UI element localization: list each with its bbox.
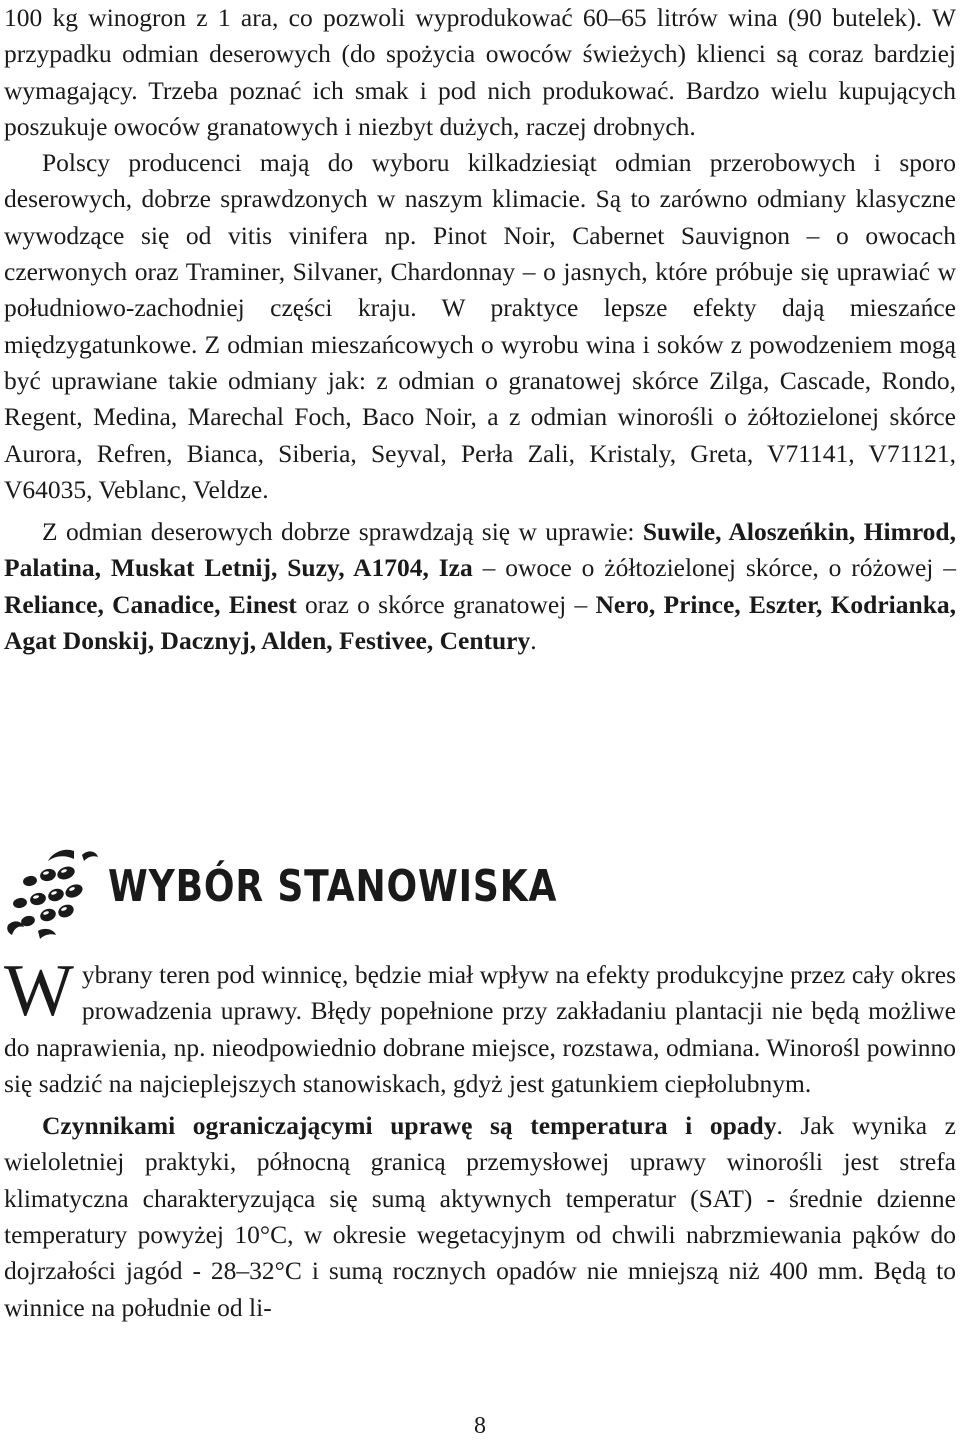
paragraph-limiting-factors [4,1108,956,1326]
dessert-pink-list: Reliance, Canadice, Einest [4,589,297,619]
bottom-text-block [4,950,956,1326]
site-selection-text: ybrany teren pod winnicę, będzie miał wpływ na efekty produkcyjne przez cały okres prowadzenia uprawy. Błędy popełnione przy zakładaniu plantacji nie będą możliwe do naprawienia, np. nieodpowiednio dobrane miejsce, rozstawa, odmiana. Winorośl powinno się sadzić na najcieplejszych stanowiskach, gdyż jest gatunkiem ciepłolubnym. [4,960,956,1098]
drop-cap: W [4,950,74,1032]
dessert-intro: Z odmian deserowych dobrze sprawdzają się w uprawie: [42,517,643,547]
dessert-yellow-list: Suwile, Aloszeńkin, Himrod, Palatina, Muskat Letnij, Suzy, A1704, Iza [4,517,956,583]
dessert-mid-2: oraz o skórce granatowej – [296,589,596,619]
section-heading [4,845,956,945]
top-text-block [4,0,956,659]
paragraph-continuation: 100 kg winogron z 1 ara, co pozwoli wyprodukować 60–65 litrów wina (90 butelek). W przypadku odmian deserowych (do spożycia owoców świeżych) klienci są coraz bardziej wymagający. Trzeba poznać ich smak i pod nich produkować. Bardzo wielu kupujących poszukuje owoców granatowych i niezbyt dużych, raczej drobnych. [4,3,956,141]
limiting-factors-text: . Jak wynika z wieloletniej praktyki, północną granicą przemysłowej uprawy winorośli jest strefa klimatyczna charakteryzująca się sumą aktywnych temperatur (SAT) - średnie dzienne temperatury powyżej 10°C, w okresie wegetacyjnym od chwili nabrzmiewania pąków do dojrzałości jagód - 28–32°C i sumą rocznych opadów nie mniejszą niż 400 mm. Będą to winnice na południe od li- [4,1111,956,1322]
dessert-blue-list: Nero, Prince, Eszter, Kodrianka, Agat Donskij, Dacznyj, Alden, Festivee, Century [4,589,956,656]
paragraph-site-selection [4,950,956,1102]
dessert-end: . [530,626,537,656]
paragraph-varieties: Polscy producenci mają do wyboru kilkadziesiąt odmian przerobowych i sporo deserowych, dobrze sprawdzonych w naszym klimacie. Są to zarówno odmiany klasyczne wywodzące się od vitis vinifera np. Pinot Noir, Cabernet Sauvignon – o owocach czerwonych oraz Traminer, Silvaner, Chardonnay – o jasnych, które próbuje się uprawiać w południowo-zachodniej części kraju. W praktyce lepsze efekty dają mieszańce międzygatunkowe. Z odmian mieszańcowych o wyrobu wina i soków z powodzeniem mogą być uprawiane takie odmiany jak: z odmian o granatowej skórce Zilga, Cascade, Rondo, Regent, Medina, Marechal Foch, Baco Noir, a z odmian winorośli o żółtozielonej skórce Aurora, Refren, Bianca, Siberia, Seyval, Perła Zali, Kristaly, Greta, V71141, V71121, V64035, Veblanc, Veldze. [4,148,956,504]
grape-cluster-icon [4,845,100,941]
section-title: WYBÓR STANOWISKA [108,861,558,912]
dessert-mid-1: – owoce o żółtozielonej skórce, o różowej – [472,553,956,583]
page-number: 8 [474,1413,486,1439]
paragraph-dessert-varieties [4,514,956,659]
limiting-factors-bold: Czynnikami ograniczającymi uprawę są temperatura i opady [42,1111,777,1141]
